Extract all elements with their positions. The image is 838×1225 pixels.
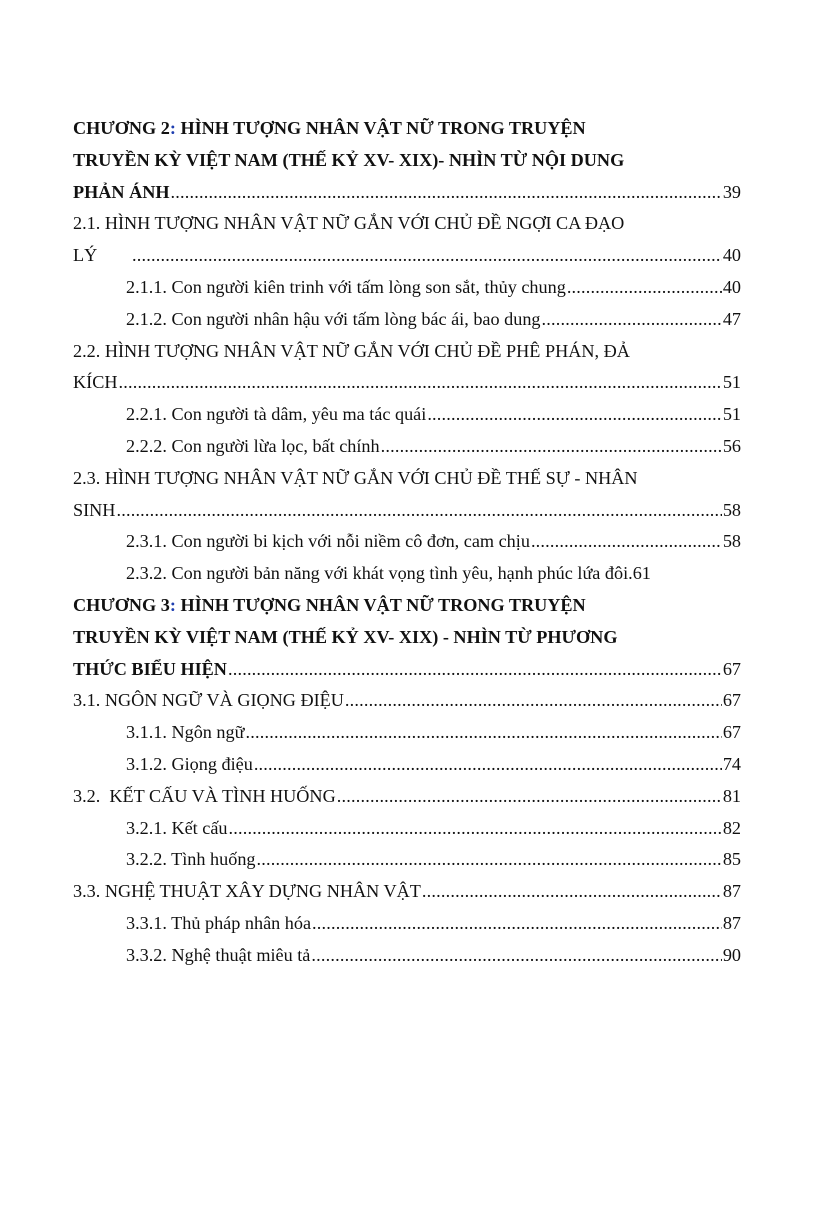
toc-section-3-1[interactable] [73,685,741,717]
toc-section-2-2-1[interactable] [73,399,741,431]
toc-chapter-2-line-2 [73,145,741,177]
table-of-contents [73,113,741,972]
toc-section-2-1-1[interactable] [73,272,741,304]
page-number: 90 [722,944,741,965]
section-title: 2.3.1. Con người bi kịch với nỗi niềm cô đơn, cam chịu [126,531,530,552]
dot-leader [531,526,722,558]
page-number: 67 [722,658,741,679]
toc-chapter-3[interactable] [73,590,741,622]
section-title: 3.2.2. Tình huống [126,849,256,870]
chapter-label: CHƯƠNG 3 [73,594,170,615]
toc-section-3-2-2[interactable] [73,844,741,876]
section-title: 3.2. KẾT CẤU VÀ TÌNH HUỐNG [73,785,336,806]
toc-section-2-1[interactable] [73,208,741,240]
section-title: 3.1. NGÔN NGỮ VÀ GIỌNG ĐIỆU [73,690,344,711]
dot-leader [257,844,722,876]
page-number: 40 [722,276,741,297]
toc-section-3-3-2[interactable] [73,940,741,972]
page-number: 56 [722,435,741,456]
page-number: 81 [722,785,741,806]
dot-leader [132,240,722,272]
toc-section-3-1-2[interactable] [73,749,741,781]
toc-chapter-2-line-3[interactable] [73,177,741,209]
section-title: 3.3.1. Thủ pháp nhân hóa [126,912,312,933]
toc-section-2-2-line-2[interactable] [73,367,741,399]
section-title: 3.1.2. Giọng điệu [126,753,253,774]
dot-leader [171,177,722,209]
dot-leader [118,367,721,399]
chapter-colon: : [169,118,176,138]
toc-section-2-2[interactable] [73,336,741,368]
section-title: 2.2.1. Con người tà dâm, yêu ma tác quái [126,404,427,425]
section-title: 3.2.1. Kết cấu [126,817,228,838]
toc-chapter-3-line-3[interactable] [73,654,741,686]
section-title: 2.3.2. Con người bản năng với khát vọng tình yêu, hạnh phúc lứa đôi.61 [126,563,651,584]
toc-section-2-3-1[interactable] [73,526,741,558]
dot-leader [345,685,722,717]
chapter-colon: : [169,594,176,615]
section-title-line-2: SINH [73,499,116,520]
page-number: 51 [722,372,741,393]
dot-leader [427,399,722,431]
toc-section-2-2-2[interactable] [73,431,741,463]
dot-leader [422,876,722,908]
section-title: 2.1.1. Con người kiên trinh với tấm lòng son sắt, thủy chung [126,276,566,297]
section-title: 3.3. NGHỆ THUẬT XÂY DỰNG NHÂN VẬT [73,881,421,902]
dot-leader [228,654,722,686]
page-number: 87 [722,912,741,933]
section-title-line-1: 2.2. HÌNH TƯỢNG NHÂN VẬT NỮ GẮN VỚI CHỦ ĐỀ PHÊ PHÁN, ĐẢ [73,340,630,361]
toc-section-3-3-1[interactable] [73,908,741,940]
toc-section-2-3[interactable] [73,463,741,495]
page-number: 67 [722,690,741,711]
toc-section-3-1-1[interactable] [73,717,741,749]
page-number: 39 [722,181,741,202]
dot-leader [229,813,722,845]
chapter-title-line-1: HÌNH TƯỢNG NHÂN VẬT NỮ TRONG TRUYỆN [180,594,586,615]
page-number: 51 [722,404,741,425]
toc-section-3-3[interactable] [73,876,741,908]
dot-leader [542,304,722,336]
page-number: 67 [722,722,741,743]
section-title-line-1: 2.1. HÌNH TƯỢNG NHÂN VẬT NỮ GẮN VỚI CHỦ ĐỀ NGỢI CA ĐẠO [73,213,625,234]
toc-section-2-1-line-2[interactable] [73,240,741,272]
page-number: 40 [722,245,741,266]
section-title: 3.3.2. Nghệ thuật miêu tả [126,944,311,965]
toc-section-3-2[interactable] [73,781,741,813]
dot-leader [116,495,721,527]
dot-leader [567,272,722,304]
chapter-title-line-3: PHẢN ÁNH [73,181,170,202]
page-number: 74 [722,753,741,774]
toc-section-2-3-2[interactable] [73,558,741,590]
toc-section-2-3-line-2[interactable] [73,495,741,527]
chapter-title-line-2: TRUYỀN KỲ VIỆT NAM (THẾ KỶ XV- XIX)- NHÌN TỪ NỘI DUNG [73,149,625,170]
section-title: 2.2.2. Con người lừa lọc, bất chính [126,435,380,456]
chapter-title-line-1: HÌNH TƯỢNG NHÂN VẬT NỮ TRONG TRUYỆN [180,118,586,138]
chapter-title-line-3: THỨC BIỂU HIỆN [73,658,227,679]
section-title: 2.1.2. Con người nhân hậu với tấm lòng bác ái, bao dung [126,308,541,329]
toc-chapter-3-line-2 [73,622,741,654]
section-title-line-1: 2.3. HÌNH TƯỢNG NHÂN VẬT NỮ GẮN VỚI CHỦ ĐỀ THẾ SỰ - NHÂN [73,467,638,488]
page-number: 47 [722,308,741,329]
dot-leader [312,908,722,940]
page-number: 82 [722,817,741,838]
dot-leader [337,781,722,813]
page-number: 87 [722,881,741,902]
toc-section-2-1-2[interactable] [73,304,741,336]
toc-section-3-2-1[interactable] [73,813,741,845]
page-number: 58 [722,531,741,552]
chapter-title-line-2: TRUYỀN KỲ VIỆT NAM (THẾ KỶ XV- XIX) - NHÌN TỪ PHƯƠNG [73,626,618,647]
dot-leader [254,749,722,781]
toc-chapter-2[interactable] [73,113,741,145]
section-title: 3.1.1. Ngôn ngữ [126,722,245,743]
dot-leader [381,431,722,463]
chapter-label: CHƯƠNG 2 [73,118,170,138]
dot-leader [245,717,721,749]
page-number: 58 [722,499,741,520]
page-number: 85 [722,849,741,870]
section-title-line-2: LÝ [73,245,98,266]
dot-leader [311,940,721,972]
section-title-line-2: KÍCH [73,372,118,393]
